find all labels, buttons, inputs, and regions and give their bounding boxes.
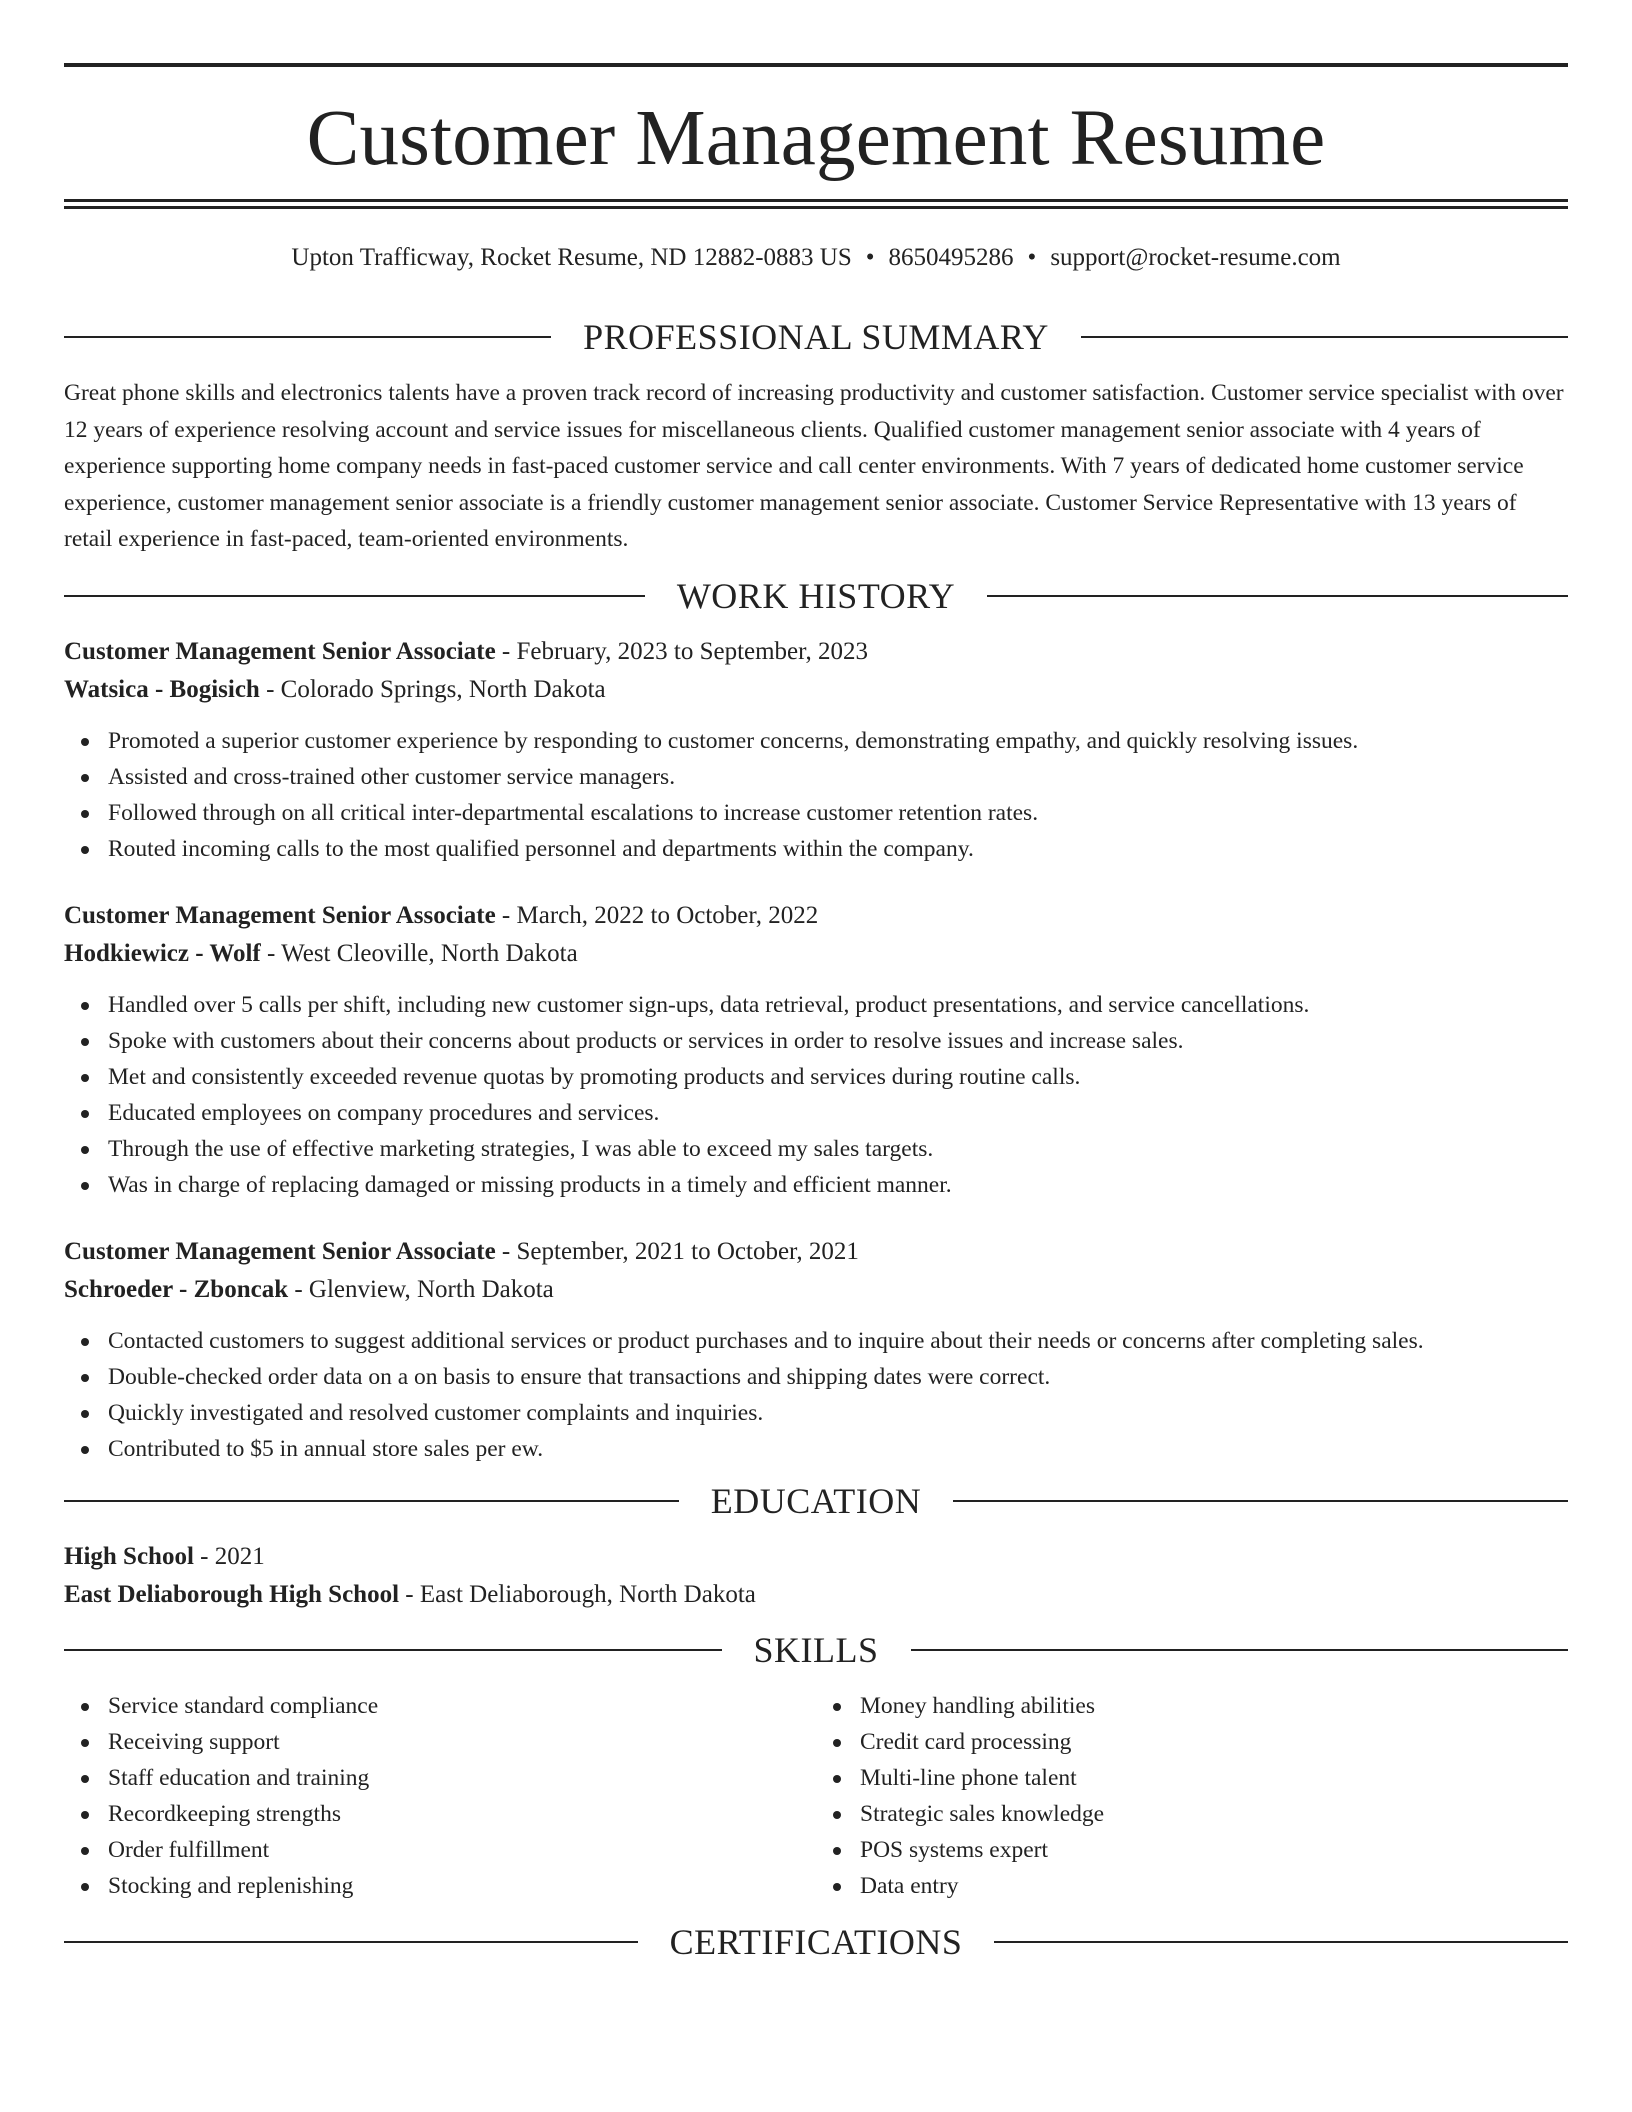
section-rule-left: [64, 595, 645, 597]
skill-item: Strategic sales knowledge: [860, 1796, 1568, 1832]
contact-address: Upton Trafficway, Rocket Resume, ND 12882-0883 US: [291, 244, 852, 271]
section-rule-right: [1081, 336, 1568, 338]
resume-title: Customer Management Resume: [306, 95, 1326, 182]
job-bullet: Contributed to $5 in annual store sales per ew.: [108, 1431, 1568, 1467]
skill-item: Credit card processing: [860, 1724, 1568, 1760]
job-bullet: Double-checked order data on a on basis to ensure that transactions and shipping dates were correct.: [108, 1359, 1568, 1395]
education-degree: High School: [64, 1542, 194, 1570]
skill-item: Multi-line phone talent: [860, 1760, 1568, 1796]
job-company-line: [64, 1271, 1568, 1309]
skill-item: POS systems expert: [860, 1832, 1568, 1868]
skill-item: Order fulfillment: [108, 1832, 816, 1868]
work-heading: WORK HISTORY: [676, 575, 956, 616]
education-school: East Deliaborough High School: [64, 1580, 400, 1608]
skill-item: Staff education and training: [108, 1760, 816, 1796]
skills-list: [64, 1688, 1568, 1904]
job-bullets: [64, 723, 1568, 867]
job-bullet: Educated employees on company procedures and services.: [108, 1095, 1568, 1131]
skill-item: Money handling abilities: [860, 1688, 1568, 1724]
job-title-line: [64, 897, 1568, 935]
skill-item: Data entry: [860, 1868, 1568, 1904]
education-school-line: [64, 1576, 1568, 1614]
job-bullet: Handled over 5 calls per shift, including new customer sign-ups, data retrieval, product presentations, and service cancellations.: [108, 987, 1568, 1023]
job-bullet: Was in charge of replacing damaged or missing products in a timely and efficient manner.: [108, 1167, 1568, 1203]
job-bullet: Spoke with customers about their concerns about products or services in order to resolve issues and increase sales.: [108, 1023, 1568, 1059]
job-company: Watsica - Bogisich: [64, 675, 260, 703]
job-bullet: Contacted customers to suggest additional services or product purchases and to inquire about their needs or concerns after completing sales.: [108, 1323, 1568, 1359]
job-bullets: [64, 987, 1568, 1203]
certifications-section-header: [64, 1920, 1568, 1964]
job-title: Customer Management Senior Associate: [64, 637, 496, 665]
education-location: - East Deliaborough, North Dakota: [399, 1580, 756, 1608]
contact-separator: •: [1027, 244, 1037, 271]
job-company: Hodkiewicz - Wolf: [64, 939, 261, 967]
section-rule-left: [64, 1941, 638, 1943]
job-title-line: [64, 633, 1568, 671]
education-entry: [64, 1538, 1568, 1614]
job-company: Schroeder - Zboncak: [64, 1275, 289, 1303]
job-bullet: Through the use of effective marketing strategies, I was able to exceed my sales targets.: [108, 1131, 1568, 1167]
section-rule-right: [994, 1941, 1568, 1943]
skill-item: Receiving support: [108, 1724, 816, 1760]
section-rule-left: [64, 336, 551, 338]
skill-item: Stocking and replenishing: [108, 1868, 816, 1904]
job-title-line: [64, 1233, 1568, 1271]
job-dates: - March, 2022 to October, 2022: [495, 901, 819, 929]
contact-line: [64, 243, 1568, 273]
job-location: - Colorado Springs, North Dakota: [259, 675, 606, 703]
job-bullet: Assisted and cross-trained other customer service managers.: [108, 759, 1568, 795]
job-bullet: Followed through on all critical inter-departmental escalations to increase customer retention rates.: [108, 795, 1568, 831]
job-entry: [64, 897, 1568, 1203]
job-company-line: [64, 671, 1568, 709]
job-dates: - February, 2023 to September, 2023: [495, 637, 868, 665]
contact-email: support@rocket-resume.com: [1050, 244, 1341, 271]
job-title: Customer Management Senior Associate: [64, 1237, 496, 1265]
skill-item: Service standard compliance: [108, 1688, 816, 1724]
job-location: - West Cleoville, North Dakota: [260, 939, 578, 967]
summary-heading: PROFESSIONAL SUMMARY: [583, 317, 1049, 357]
job-title: Customer Management Senior Associate: [64, 901, 496, 929]
job-bullet: Met and consistently exceeded revenue quotas by promoting products and services during routine calls.: [108, 1059, 1568, 1095]
job-company-line: [64, 935, 1568, 973]
section-rule-left: [64, 1649, 722, 1651]
job-bullet: Promoted a superior customer experience by responding to customer concerns, demonstrating empathy, and quickly resolving issues.: [108, 723, 1568, 759]
skills-section-header: [64, 1628, 1568, 1672]
skill-item: Recordkeeping strengths: [108, 1796, 816, 1832]
job-entry: [64, 633, 1568, 867]
title-double-rule: [64, 199, 1568, 209]
section-rule-right: [911, 1649, 1569, 1651]
contact-separator: •: [865, 244, 875, 271]
education-year: - 2021: [193, 1542, 265, 1570]
work-section-header: [64, 574, 1568, 618]
job-dates: - September, 2021 to October, 2021: [495, 1237, 859, 1265]
certifications-heading: CERTIFICATIONS: [669, 1921, 963, 1962]
section-rule-right: [987, 595, 1568, 597]
summary-text: Great phone skills and electronics talents have a proven track record of increasing productivity and customer satisfaction. Customer service specialist with over 12 years of experience resolving account and service issues for miscellaneous clients. Qualified customer management senior associate with 4 years of experience supporting home company needs in fast-paced customer service and call center environments. With 7 years of dedicated home customer service experience, customer management senior associate is a friendly customer management senior associate. Customer Service Representative with 13 years of retail experience in fast-paced, team-oriented environments.: [64, 380, 1564, 552]
job-location: - Glenview, North Dakota: [288, 1275, 554, 1303]
summary-section-header: [64, 315, 1568, 359]
job-entry: [64, 1233, 1568, 1467]
section-rule-right: [953, 1500, 1568, 1502]
education-heading: EDUCATION: [710, 1480, 922, 1521]
job-bullet: Routed incoming calls to the most qualified personnel and departments within the company.: [108, 831, 1568, 867]
education-section-header: [64, 1479, 1568, 1523]
job-bullet: Quickly investigated and resolved customer complaints and inquiries.: [108, 1395, 1568, 1431]
top-rule: [64, 63, 1568, 67]
education-degree-line: [64, 1538, 1568, 1576]
resume-page: [64, 0, 1568, 1964]
job-bullets: [64, 1323, 1568, 1467]
skills-heading: SKILLS: [753, 1629, 879, 1670]
skills-column-right: [816, 1688, 1568, 1904]
contact-phone: 8650495286: [888, 244, 1014, 271]
section-rule-left: [64, 1500, 679, 1502]
skills-column-left: [64, 1688, 816, 1904]
